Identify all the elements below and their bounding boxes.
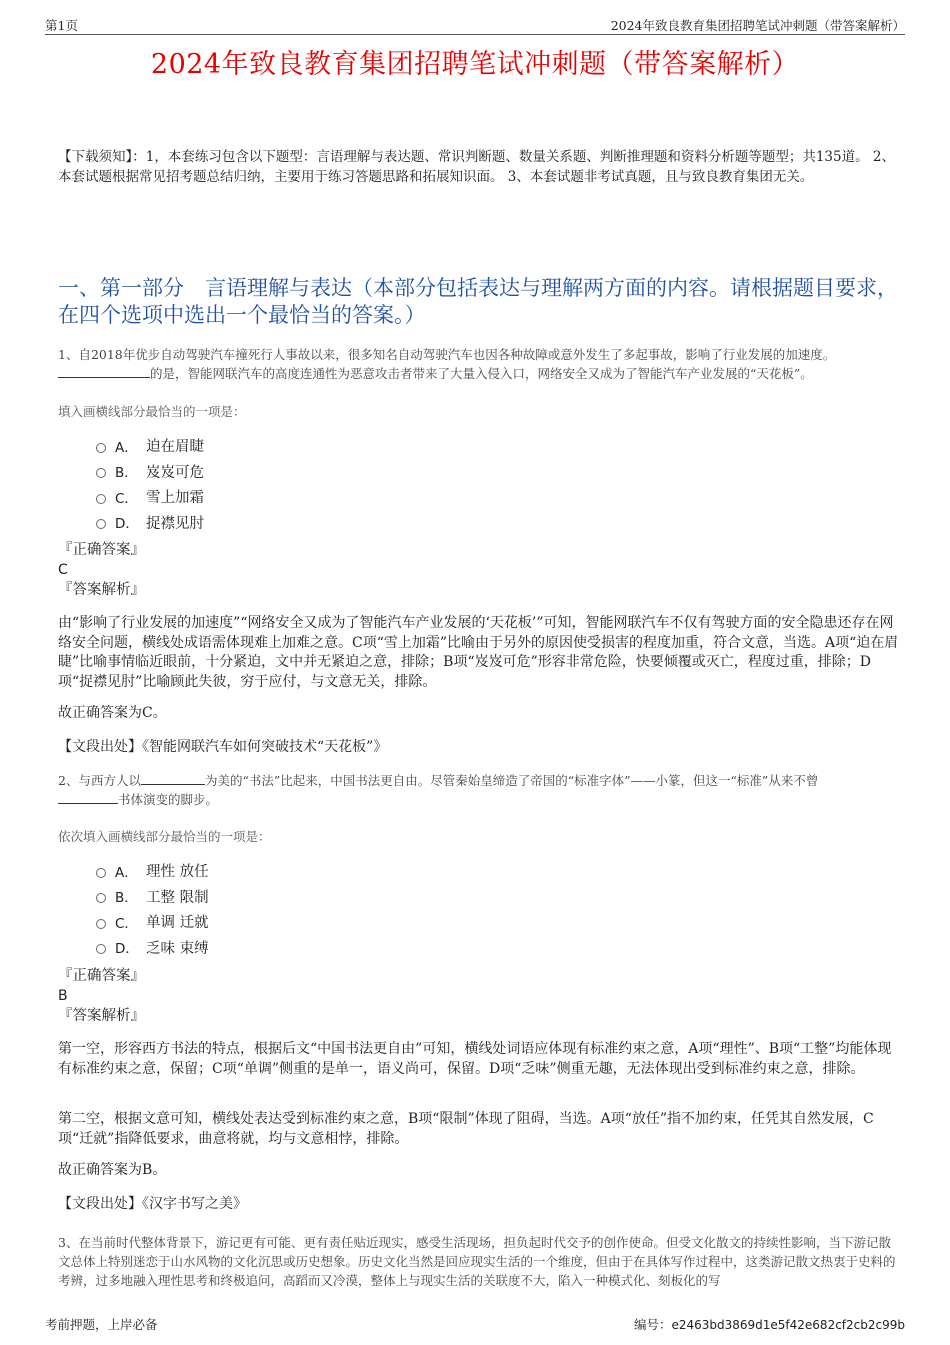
answer-value: C bbox=[58, 562, 68, 578]
option-c[interactable] bbox=[96, 484, 204, 510]
footer-code-label: 编号： bbox=[633, 1317, 672, 1332]
option-letter: A． bbox=[115, 439, 138, 456]
option-b[interactable] bbox=[96, 459, 204, 485]
footer-code-value: e2463bd3869d1e5f42e682cf2cb2c99b bbox=[671, 1318, 905, 1332]
question-1-answer bbox=[58, 540, 900, 600]
option-text: 雪上加霜 bbox=[146, 490, 204, 507]
download-notice: 【下载须知】：1，本套练习包含以下题型：言语理解与表达题、常识判断题、数量关系题、判断推理题和资料分析题等题型；共135道。 2、本套试题根据常见招考题总结归纳，主要用于练习答题思路和拓展知识面。 3、本套试题非考试真题，且与致良教育集团无关。 bbox=[58, 149, 895, 185]
footer-code bbox=[634, 1315, 905, 1333]
option-b[interactable] bbox=[96, 884, 209, 910]
question-1-source bbox=[58, 738, 900, 758]
fill-blank bbox=[58, 376, 150, 378]
option-text: 理性 放任 bbox=[146, 864, 209, 881]
question-2-text-part-a: 2、与西方人以 bbox=[58, 773, 141, 788]
option-a[interactable] bbox=[96, 858, 209, 884]
analysis-label: 『答案解析』 bbox=[58, 582, 145, 598]
radio-button[interactable] bbox=[96, 919, 106, 929]
question-2-text bbox=[58, 771, 900, 809]
question-2-prompt-text: 依次填入画横线部分最恰当的一项是： bbox=[58, 829, 271, 844]
question-2-prompt bbox=[58, 826, 900, 845]
analysis-text: 第二空，根据文意可知，横线处表达受到标准约束之意，B项“限制”体现了阻碍，当选。A项“放任”指不加约束，任凭其自然发展，C项“迁就”指降低要求，曲意将就，均与文意相悖，排除。 bbox=[58, 1111, 874, 1147]
option-c[interactable] bbox=[96, 909, 209, 935]
option-letter: A． bbox=[115, 864, 138, 881]
question-2-source bbox=[58, 1195, 900, 1215]
question-2 bbox=[58, 771, 900, 809]
section-title: 一、第一部分 言语理解与表达（本部分包括表达与理解两方面的内容。请根据题目要求，在四个选项中选出一个最恰当的答案。） bbox=[58, 276, 898, 327]
source-text: 【文段出处】《汉字书写之美》 bbox=[58, 1196, 247, 1212]
analysis-label: 『答案解析』 bbox=[58, 1008, 145, 1024]
question-2-analysis-1 bbox=[58, 1040, 900, 1079]
radio-button[interactable] bbox=[96, 868, 106, 878]
radio-button[interactable] bbox=[96, 494, 106, 504]
question-2-conclusion bbox=[58, 1161, 900, 1181]
option-letter: D． bbox=[115, 516, 139, 533]
question-2-options bbox=[96, 858, 209, 960]
question-1-conclusion bbox=[58, 704, 900, 724]
option-text: 岌岌可危 bbox=[146, 464, 204, 481]
question-1-text bbox=[58, 345, 900, 383]
answer-label: 『正确答案』 bbox=[58, 542, 145, 558]
option-a[interactable] bbox=[96, 433, 204, 459]
question-2-analysis-2 bbox=[58, 1110, 900, 1149]
radio-button[interactable] bbox=[96, 519, 106, 529]
conclusion-text: 故正确答案为C。 bbox=[58, 705, 167, 721]
option-letter: C． bbox=[115, 490, 138, 507]
question-3-text: 3、在当前时代整体背景下，游记更有可能、更有责任贴近现实，感受生活现场，担负起时代交予的创作使命。但受文化散文的持续性影响，当下游记散文总体上特别迷恋于山水风物的文化沉思或历史想象。历史文化当然是回应现实生活的一个维度，但由于在具体写作过程中，这类游记散文热衷于史料的考辨，过多地融入理性思考和终极追问，高蹈而又冷漠，整体上与现实生活的关联度不大，陷入一种模式化、刻板化的写 bbox=[58, 1235, 896, 1288]
source-text: 【文段出处】《智能网联汽车如何突破技术“天花板”》 bbox=[58, 739, 388, 755]
question-2-text-part-b: 为美的“书法”比起来，中国书法更自由。尽管秦始皇缔造了帝国的“标准字体”——小篆，但这一“标准”从来不曾 bbox=[204, 773, 819, 788]
header-doc-title: 2024年致良教育集团招聘笔试冲刺题（带答案解析） bbox=[610, 18, 905, 33]
option-text: 捉襟见肘 bbox=[146, 515, 204, 532]
option-letter: C． bbox=[115, 915, 138, 932]
question-1-prompt bbox=[58, 401, 900, 420]
option-d[interactable] bbox=[96, 935, 209, 961]
question-1 bbox=[58, 345, 900, 383]
option-text: 单调 迁就 bbox=[146, 915, 209, 932]
option-letter: D． bbox=[115, 941, 139, 958]
option-text: 乏味 束缚 bbox=[146, 940, 209, 957]
analysis-text: 第一空，形容西方书法的特点，根据后文“中国书法更自由”可知，横线处词语应体现有标准约束之意，A项“理性”、B项“工整”均能体现有标准约束之意，保留；C项“单调”侧重的是单一，语义尚可，保留。D项“乏味”侧重无趣，无法体现出受到标准约束之意，排除。 bbox=[58, 1041, 892, 1077]
question-1-analysis bbox=[58, 614, 900, 692]
option-d[interactable] bbox=[96, 510, 204, 536]
option-letter: B． bbox=[115, 890, 138, 907]
answer-value: B bbox=[58, 988, 68, 1004]
analysis-text: 由“影响了行业发展的加速度”“网络安全又成为了智能汽车产业发展的‘天花板’”可知，智能网联汽车不仅有驾驶方面的安全隐患还存在网络安全问题，横线处成语需体现难上加难之意。C项“雪上加霜”比喻由于另外的原因使受损害的程度加重，符合文意，当选。A项“迫在眉睫”比喻事情临近眼前，十分紧迫，文中并无紧迫之意，排除；B项“岌岌可危”形容非常危险，快要倾覆或灭亡，程度过重，排除；D项“捉襟见肘”比喻顾此失彼，穷于应付，与文意无关，排除。 bbox=[58, 615, 899, 690]
option-text: 工整 限制 bbox=[146, 889, 209, 906]
radio-button[interactable] bbox=[96, 468, 106, 478]
fill-blank bbox=[141, 783, 205, 785]
conclusion-text: 故正确答案为B。 bbox=[58, 1162, 167, 1178]
question-3 bbox=[58, 1233, 900, 1295]
question-1-options bbox=[96, 433, 204, 535]
option-text: 迫在眉睫 bbox=[146, 439, 204, 456]
option-letter: B． bbox=[115, 465, 138, 482]
footer-slogan: 考前押题，上岸必备 bbox=[45, 1317, 158, 1332]
answer-label: 『正确答案』 bbox=[58, 968, 145, 984]
radio-button[interactable] bbox=[96, 893, 106, 903]
question-1-text-part-a: 1、自2018年优步自动驾驶汽车撞死行人事故以来，很多知名自动驾驶汽车也因各种故障或意外发生了多起事故，影响了行业发展的加速度。 bbox=[58, 347, 836, 362]
question-2-answer bbox=[58, 966, 900, 1026]
radio-button[interactable] bbox=[96, 443, 106, 453]
document-title: 2024年致良教育集团招聘笔试冲刺题（带答案解析） bbox=[150, 49, 800, 80]
question-2-text-part-c: 书体演变的脚步。 bbox=[118, 792, 219, 807]
question-1-text-part-b: 的是，智能网联汽车的高度连通性为恶意攻击者带来了大量入侵入口，网络安全又成为了智能汽车产业发展的“天花板”。 bbox=[150, 366, 813, 381]
page-header bbox=[45, 14, 905, 35]
radio-button[interactable] bbox=[96, 944, 106, 954]
question-1-prompt-text: 填入画横线部分最恰当的一项是： bbox=[58, 404, 246, 419]
page-number: 第1页 bbox=[45, 18, 78, 33]
fill-blank bbox=[58, 802, 118, 804]
